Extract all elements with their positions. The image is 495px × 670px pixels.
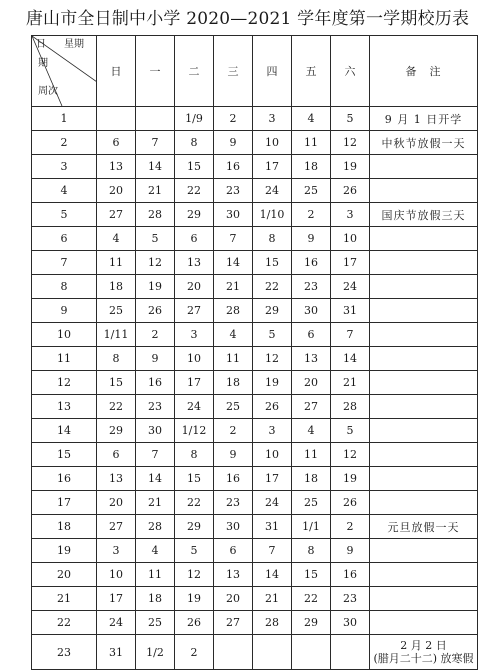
date-cell: 7: [253, 539, 292, 563]
note-cell: [370, 419, 478, 443]
date-cell: 9: [136, 347, 175, 371]
date-cell: 22: [175, 491, 214, 515]
date-cell: 24: [331, 275, 370, 299]
date-cell: 27: [214, 611, 253, 635]
date-cell: 1/10: [253, 203, 292, 227]
date-cell: 4: [214, 323, 253, 347]
note-cell: 元旦放假一天: [370, 515, 478, 539]
date-cell: 25: [292, 179, 331, 203]
table-row: [32, 587, 478, 611]
table-row: [32, 611, 478, 635]
table-row: [32, 299, 478, 323]
date-cell: 12: [175, 563, 214, 587]
date-cell: 21: [253, 587, 292, 611]
date-cell: 8: [253, 227, 292, 251]
date-cell: [331, 635, 370, 670]
table-row: [32, 419, 478, 443]
date-cell: 5: [136, 227, 175, 251]
date-cell: 3: [331, 203, 370, 227]
date-cell: 13: [214, 563, 253, 587]
date-cell: 23: [214, 179, 253, 203]
calendar-table: [31, 35, 478, 670]
date-cell: 31: [97, 635, 136, 670]
date-cell: 21: [331, 371, 370, 395]
date-cell: 30: [214, 203, 253, 227]
note-cell: [370, 299, 478, 323]
table-row: [32, 563, 478, 587]
table-row: [32, 491, 478, 515]
date-cell: 22: [97, 395, 136, 419]
header-day-tue: 二: [175, 36, 214, 107]
header-day-sun: 日: [97, 36, 136, 107]
date-cell: 14: [214, 251, 253, 275]
date-cell: 15: [292, 563, 331, 587]
week-number-cell: 3: [32, 155, 97, 179]
table-row: [32, 227, 478, 251]
date-cell: 27: [175, 299, 214, 323]
header-notes: 备 注: [370, 36, 478, 107]
date-cell: 19: [136, 275, 175, 299]
date-cell: 8: [175, 131, 214, 155]
corner-weekday-label: 星期: [64, 39, 84, 50]
note-cell: 国庆节放假三天: [370, 203, 478, 227]
date-cell: 23: [331, 587, 370, 611]
date-cell: 13: [292, 347, 331, 371]
date-cell: 12: [331, 131, 370, 155]
date-cell: 7: [214, 227, 253, 251]
date-cell: 17: [175, 371, 214, 395]
date-cell: 25: [214, 395, 253, 419]
date-cell: 8: [97, 347, 136, 371]
date-cell: 3: [253, 419, 292, 443]
date-cell: 5: [175, 539, 214, 563]
date-cell: 7: [136, 131, 175, 155]
date-cell: 1/2: [136, 635, 175, 670]
date-cell: 12: [136, 251, 175, 275]
date-cell: 29: [175, 203, 214, 227]
week-number-cell: 19: [32, 539, 97, 563]
note-cell: [370, 227, 478, 251]
date-cell: 16: [214, 155, 253, 179]
date-cell: 1/12: [175, 419, 214, 443]
date-cell: [136, 107, 175, 131]
note-cell: [370, 467, 478, 491]
date-cell: 18: [292, 155, 331, 179]
date-cell: 17: [331, 251, 370, 275]
date-cell: 19: [331, 467, 370, 491]
date-cell: 2: [331, 515, 370, 539]
header-day-mon: 一: [136, 36, 175, 107]
date-cell: 4: [97, 227, 136, 251]
date-cell: 15: [175, 155, 214, 179]
date-cell: 18: [292, 467, 331, 491]
week-number-cell: 23: [32, 635, 97, 670]
date-cell: 3: [97, 539, 136, 563]
date-cell: 10: [97, 563, 136, 587]
date-cell: 18: [136, 587, 175, 611]
date-cell: 26: [136, 299, 175, 323]
note-cell: [370, 611, 478, 635]
note-line: (腊月二十二) 放寒假: [373, 652, 474, 665]
date-cell: 20: [175, 275, 214, 299]
date-cell: 28: [136, 203, 175, 227]
corner-day-label: 日: [36, 39, 46, 50]
date-cell: 19: [253, 371, 292, 395]
date-cell: 6: [97, 443, 136, 467]
header-day-thu: 四: [253, 36, 292, 107]
date-cell: 26: [253, 395, 292, 419]
week-number-cell: 15: [32, 443, 97, 467]
table-row: [32, 155, 478, 179]
date-cell: 11: [292, 443, 331, 467]
date-cell: 13: [175, 251, 214, 275]
date-cell: 17: [97, 587, 136, 611]
date-cell: 29: [97, 419, 136, 443]
date-cell: 21: [136, 179, 175, 203]
date-cell: 24: [253, 491, 292, 515]
date-cell: 26: [175, 611, 214, 635]
date-cell: 5: [331, 107, 370, 131]
date-cell: 9: [292, 227, 331, 251]
date-cell: 16: [136, 371, 175, 395]
note-cell: [370, 443, 478, 467]
date-cell: 6: [175, 227, 214, 251]
note-cell: [370, 635, 478, 670]
date-cell: 31: [253, 515, 292, 539]
date-cell: 2: [175, 635, 214, 670]
note-cell: [370, 323, 478, 347]
week-number-cell: 22: [32, 611, 97, 635]
date-cell: 4: [136, 539, 175, 563]
date-cell: 23: [292, 275, 331, 299]
week-number-cell: 10: [32, 323, 97, 347]
date-cell: 30: [214, 515, 253, 539]
date-cell: 8: [175, 443, 214, 467]
date-cell: 12: [331, 443, 370, 467]
table-row: [32, 107, 478, 131]
table-row: [32, 515, 478, 539]
note-cell: 9 月 1 日开学: [370, 107, 478, 131]
week-number-cell: 9: [32, 299, 97, 323]
date-cell: 14: [136, 467, 175, 491]
date-cell: 24: [97, 611, 136, 635]
week-number-cell: 21: [32, 587, 97, 611]
date-cell: 25: [97, 299, 136, 323]
date-cell: 1/1: [292, 515, 331, 539]
date-cell: 9: [214, 131, 253, 155]
date-cell: 2: [136, 323, 175, 347]
date-cell: 21: [214, 275, 253, 299]
date-cell: 25: [292, 491, 331, 515]
week-number-cell: 18: [32, 515, 97, 539]
note-cell: [370, 491, 478, 515]
date-cell: 10: [253, 443, 292, 467]
date-cell: 3: [175, 323, 214, 347]
date-cell: 15: [97, 371, 136, 395]
note-line: 2 月 2 日: [400, 639, 447, 652]
date-cell: 14: [331, 347, 370, 371]
table-row: [32, 371, 478, 395]
date-cell: 28: [214, 299, 253, 323]
header-day-wed: 三: [214, 36, 253, 107]
date-cell: 27: [97, 515, 136, 539]
date-cell: 11: [97, 251, 136, 275]
note-cell: 中秋节放假一天: [370, 131, 478, 155]
date-cell: 5: [253, 323, 292, 347]
date-cell: 19: [331, 155, 370, 179]
date-cell: 19: [175, 587, 214, 611]
date-cell: 14: [136, 155, 175, 179]
table-row: [32, 635, 478, 670]
header-day-fri: 五: [292, 36, 331, 107]
note-cell: [370, 155, 478, 179]
date-cell: 22: [292, 587, 331, 611]
date-cell: 26: [331, 179, 370, 203]
note-cell: [370, 251, 478, 275]
date-cell: 29: [175, 515, 214, 539]
note-cell: [370, 539, 478, 563]
date-cell: 26: [331, 491, 370, 515]
week-number-cell: 8: [32, 275, 97, 299]
table-row: [32, 323, 478, 347]
date-cell: 22: [253, 275, 292, 299]
date-cell: [214, 635, 253, 670]
date-cell: 28: [253, 611, 292, 635]
date-cell: 1/9: [175, 107, 214, 131]
date-cell: 13: [97, 155, 136, 179]
table-row: [32, 443, 478, 467]
corner-week-label: 周次: [38, 86, 58, 97]
date-cell: 6: [214, 539, 253, 563]
date-cell: 2: [214, 419, 253, 443]
week-number-cell: 13: [32, 395, 97, 419]
date-cell: 27: [292, 395, 331, 419]
date-cell: 24: [253, 179, 292, 203]
note-cell: [370, 587, 478, 611]
date-cell: 30: [136, 419, 175, 443]
date-cell: 24: [175, 395, 214, 419]
date-cell: 4: [292, 419, 331, 443]
date-cell: 29: [292, 611, 331, 635]
date-cell: 20: [292, 371, 331, 395]
date-cell: 27: [97, 203, 136, 227]
date-cell: 5: [331, 419, 370, 443]
date-cell: 6: [292, 323, 331, 347]
date-cell: 31: [331, 299, 370, 323]
date-cell: 10: [175, 347, 214, 371]
date-cell: 11: [214, 347, 253, 371]
date-cell: [292, 635, 331, 670]
table-row: [32, 275, 478, 299]
date-cell: 30: [331, 611, 370, 635]
week-number-cell: 16: [32, 467, 97, 491]
date-cell: 10: [331, 227, 370, 251]
date-cell: 28: [331, 395, 370, 419]
date-cell: 9: [331, 539, 370, 563]
date-cell: 18: [97, 275, 136, 299]
page-title: 唐山市全日制中小学 2020—2021 学年度第一学期校历表: [25, 9, 470, 29]
week-number-cell: 20: [32, 563, 97, 587]
date-cell: 13: [97, 467, 136, 491]
header-row: [32, 36, 478, 107]
date-cell: 15: [175, 467, 214, 491]
table-row: [32, 203, 478, 227]
date-cell: 8: [292, 539, 331, 563]
note-cell: [370, 347, 478, 371]
date-cell: 17: [253, 467, 292, 491]
date-cell: 15: [253, 251, 292, 275]
corner-header-cell: [32, 36, 97, 107]
date-cell: 6: [97, 131, 136, 155]
note-cell: [370, 371, 478, 395]
date-cell: [253, 635, 292, 670]
date-cell: 4: [292, 107, 331, 131]
note-cell: [370, 275, 478, 299]
date-cell: 10: [253, 131, 292, 155]
week-number-cell: 11: [32, 347, 97, 371]
date-cell: 2: [214, 107, 253, 131]
table-row: [32, 395, 478, 419]
date-cell: 7: [331, 323, 370, 347]
date-cell: 14: [253, 563, 292, 587]
date-cell: 23: [214, 491, 253, 515]
table-row: [32, 179, 478, 203]
date-cell: [97, 107, 136, 131]
week-number-cell: 7: [32, 251, 97, 275]
date-cell: 16: [292, 251, 331, 275]
date-cell: 17: [253, 155, 292, 179]
week-number-cell: 14: [32, 419, 97, 443]
week-number-cell: 17: [32, 491, 97, 515]
corner-qi-label: 期: [38, 58, 48, 69]
date-cell: 20: [97, 491, 136, 515]
date-cell: 25: [136, 611, 175, 635]
date-cell: 28: [136, 515, 175, 539]
date-cell: 2: [292, 203, 331, 227]
date-cell: 29: [253, 299, 292, 323]
week-number-cell: 6: [32, 227, 97, 251]
table-row: [32, 347, 478, 371]
date-cell: 21: [136, 491, 175, 515]
date-cell: 9: [214, 443, 253, 467]
date-cell: 3: [253, 107, 292, 131]
date-cell: 20: [97, 179, 136, 203]
date-cell: 20: [214, 587, 253, 611]
date-cell: 7: [136, 443, 175, 467]
week-number-cell: 12: [32, 371, 97, 395]
date-cell: 1/11: [97, 323, 136, 347]
table-row: [32, 539, 478, 563]
note-cell: [370, 179, 478, 203]
date-cell: 16: [214, 467, 253, 491]
table-row: [32, 131, 478, 155]
date-cell: 22: [175, 179, 214, 203]
date-cell: 12: [253, 347, 292, 371]
table-row: [32, 467, 478, 491]
date-cell: 16: [331, 563, 370, 587]
date-cell: 30: [292, 299, 331, 323]
note-cell: [370, 395, 478, 419]
date-cell: 11: [292, 131, 331, 155]
header-day-sat: 六: [331, 36, 370, 107]
date-cell: 18: [214, 371, 253, 395]
note-cell: [370, 563, 478, 587]
week-number-cell: 5: [32, 203, 97, 227]
table-row: [32, 251, 478, 275]
week-number-cell: 2: [32, 131, 97, 155]
week-number-cell: 1: [32, 107, 97, 131]
date-cell: 11: [136, 563, 175, 587]
week-number-cell: 4: [32, 179, 97, 203]
date-cell: 23: [136, 395, 175, 419]
